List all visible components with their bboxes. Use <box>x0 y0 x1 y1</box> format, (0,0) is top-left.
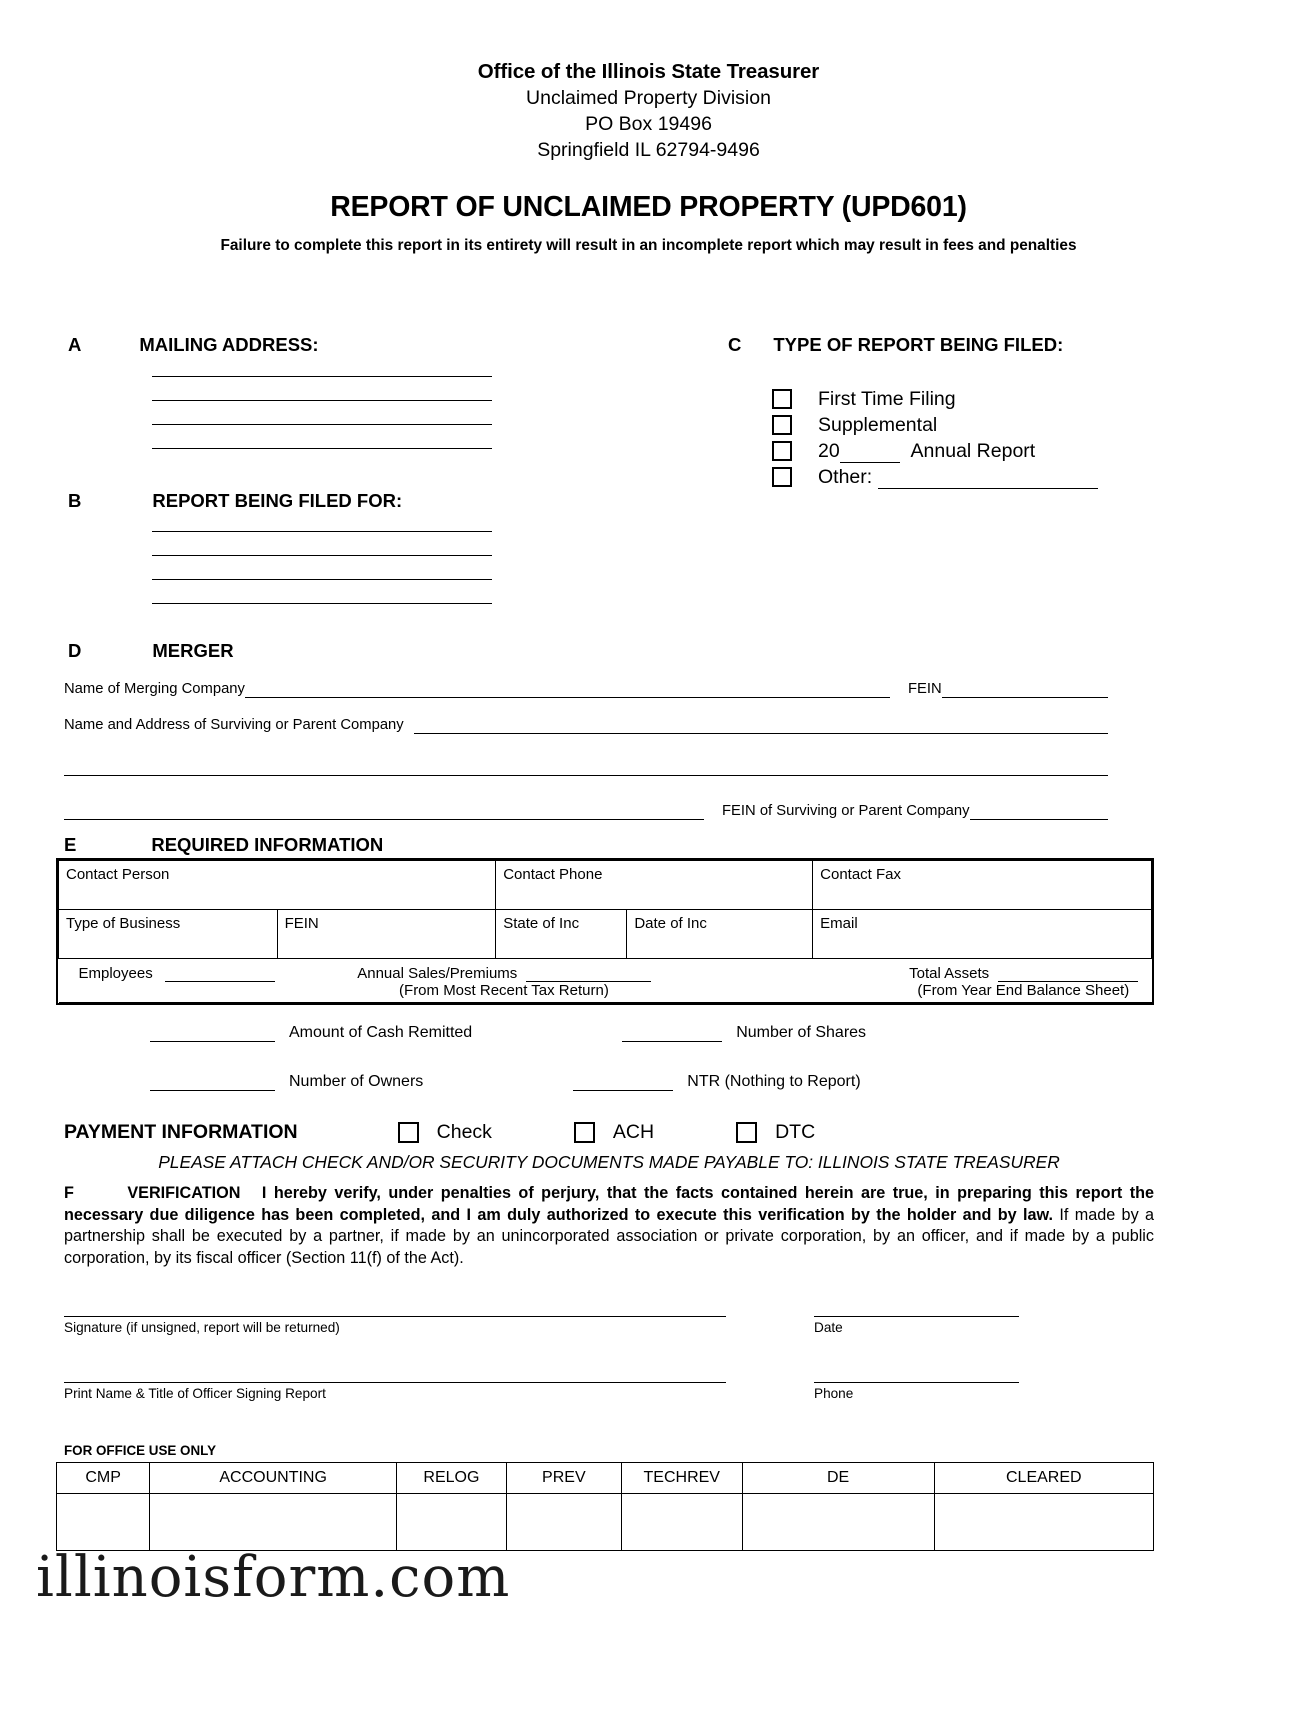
section-c-title: TYPE OF REPORT BEING FILED: <box>773 334 1064 355</box>
report-filed-for-line-1[interactable] <box>152 531 492 532</box>
label-other <box>818 466 1098 489</box>
required-information-table <box>56 858 1154 1005</box>
label-first-time-filing: First Time Filing <box>818 387 956 410</box>
payment-information-title: PAYMENT INFORMATION <box>64 1121 298 1143</box>
checkbox-other[interactable] <box>772 467 792 487</box>
merger-row-2 <box>64 716 1108 734</box>
label-email: Email <box>820 915 858 932</box>
checkbox-first-time-filing[interactable] <box>772 389 792 409</box>
ntr-input[interactable] <box>573 1073 673 1091</box>
report-filed-for-lines <box>152 531 492 627</box>
signature-row-2 <box>64 1382 1154 1401</box>
table-row <box>59 959 1152 1003</box>
print-name-field[interactable] <box>64 1382 726 1401</box>
checkbox-annual-report[interactable] <box>772 441 792 461</box>
annual-sales-field <box>357 965 650 999</box>
label-annual-sales: Annual Sales/Premiums <box>357 965 518 982</box>
label-employees: Employees <box>78 965 153 982</box>
annual-sales-input[interactable] <box>526 966 651 982</box>
cell-prev[interactable] <box>506 1494 621 1551</box>
document-header <box>0 58 1297 163</box>
table-row <box>57 1463 1154 1494</box>
payment-attach-notice: PLEASE ATTACH CHECK AND/OR SECURITY DOCUMENTS MADE PAYABLE TO: ILLINOIS STATE TREASURER <box>158 1152 1060 1172</box>
section-b-heading <box>68 490 402 512</box>
mailing-address-line-3[interactable] <box>152 424 492 425</box>
merging-company-input[interactable] <box>245 682 890 698</box>
merger-fein-input[interactable] <box>942 682 1108 698</box>
signature-block <box>64 1316 1154 1401</box>
label-fein: FEIN <box>284 915 319 932</box>
section-e-title: REQUIRED INFORMATION <box>151 834 384 855</box>
payment-option-dtc[interactable] <box>736 1121 815 1144</box>
label-total-assets: Total Assets <box>909 965 990 982</box>
cell-financials <box>59 959 1152 1003</box>
cell-fein[interactable] <box>277 910 496 959</box>
section-f-verification <box>64 1183 1154 1269</box>
other-input[interactable] <box>878 471 1098 489</box>
division-name: Unclaimed Property Division <box>526 87 771 109</box>
remit-row-1 <box>0 1024 1297 1042</box>
column-header-accounting: ACCOUNTING <box>150 1463 397 1494</box>
checkbox-ach[interactable] <box>574 1122 595 1143</box>
label-contact-phone: Contact Phone <box>503 866 603 883</box>
cell-relog[interactable] <box>397 1494 507 1551</box>
signature-caption: Signature (if unsigned, report will be returned) <box>64 1320 340 1335</box>
phone-line[interactable] <box>814 1382 1019 1383</box>
checkbox-dtc[interactable] <box>736 1122 757 1143</box>
phone-field[interactable] <box>814 1382 1019 1401</box>
city-state-zip: Springfield IL 62794-9496 <box>537 139 760 161</box>
mailing-address-line-1[interactable] <box>152 376 492 377</box>
report-filed-for-line-2[interactable] <box>152 555 492 556</box>
cash-remitted-input[interactable] <box>150 1024 275 1042</box>
section-c-letter: C <box>728 334 742 355</box>
signature-line[interactable] <box>64 1316 726 1317</box>
mailing-address-line-2[interactable] <box>152 400 492 401</box>
section-c-heading <box>728 334 1063 356</box>
print-name-line[interactable] <box>64 1382 726 1383</box>
surviving-company-input[interactable] <box>414 718 1108 734</box>
table-row <box>57 1494 1154 1551</box>
cell-contact-person[interactable] <box>59 861 496 910</box>
label-contact-fax: Contact Fax <box>820 866 902 883</box>
column-header-cleared: CLEARED <box>934 1463 1153 1494</box>
payment-information <box>64 1121 1154 1173</box>
label-number-of-owners: Number of Owners <box>289 1073 424 1090</box>
column-header-techrev: TECHREV <box>621 1463 742 1494</box>
mailing-address-lines <box>152 376 492 472</box>
cell-de[interactable] <box>742 1494 934 1551</box>
section-b-title: REPORT BEING FILED FOR: <box>152 490 403 511</box>
section-d-title: MERGER <box>152 640 234 661</box>
merger-fein-label: FEIN <box>907 681 942 697</box>
label-contact-person: Contact Person <box>66 866 170 883</box>
signature-row-1 <box>64 1316 1154 1335</box>
cell-type-of-business[interactable] <box>59 910 278 959</box>
annual-year-input[interactable] <box>840 445 900 463</box>
section-b-letter: B <box>68 490 82 511</box>
column-header-prev: PREV <box>506 1463 621 1494</box>
sub-total-assets: (From Year End Balance Sheet) <box>917 982 1130 999</box>
label-supplemental: Supplemental <box>818 413 938 436</box>
merger-row-1 <box>64 680 1108 698</box>
cell-email[interactable] <box>813 910 1152 959</box>
section-d-letter: D <box>68 640 82 661</box>
section-e-letter: E <box>64 834 77 855</box>
phone-caption: Phone <box>814 1386 854 1401</box>
date-line[interactable] <box>814 1316 1019 1317</box>
label-type-of-business: Type of Business <box>66 915 181 932</box>
payment-option-check[interactable] <box>398 1121 492 1144</box>
label-date-of-inc: Date of Inc <box>634 915 707 932</box>
cell-state-of-inc[interactable] <box>496 910 627 959</box>
number-of-owners-input[interactable] <box>150 1073 275 1091</box>
surviving-company-address-input-2[interactable] <box>64 804 704 820</box>
table-row <box>59 910 1152 959</box>
site-watermark: illinoisform.com <box>36 1545 511 1610</box>
label-check: Check <box>436 1121 492 1143</box>
section-e-heading <box>64 834 383 856</box>
section-a-letter: A <box>68 334 82 355</box>
label-annual-report <box>818 440 1035 463</box>
surviving-company-label: Name and Address of Surviving or Parent Company <box>64 717 404 733</box>
office-use-table <box>56 1462 1154 1551</box>
office-use-label: FOR OFFICE USE ONLY <box>64 1443 217 1458</box>
payment-methods-row <box>64 1121 1154 1144</box>
date-field[interactable] <box>814 1316 1019 1335</box>
report-filed-for-line-4[interactable] <box>152 603 492 604</box>
merger-fields <box>64 680 1108 830</box>
merger-row-4 <box>64 802 1108 820</box>
cell-cleared[interactable] <box>934 1494 1153 1551</box>
checkbox-supplemental[interactable] <box>772 415 792 435</box>
annual-year-prefix: 20 <box>818 439 840 462</box>
page-subtitle: Failure to complete this report in its entirety will result in an incomplete report which may result in fees and penalties <box>220 237 1077 254</box>
column-header-cmp: CMP <box>57 1463 150 1494</box>
form-page <box>0 58 1297 1736</box>
date-caption: Date <box>814 1320 843 1335</box>
option-annual-report[interactable] <box>772 438 1098 464</box>
cell-accounting[interactable] <box>150 1494 397 1551</box>
table-row <box>59 861 1152 910</box>
cell-contact-fax[interactable] <box>813 861 1152 910</box>
column-header-relog: RELOG <box>397 1463 507 1494</box>
cell-date-of-inc[interactable] <box>627 910 813 959</box>
section-f-letter: F <box>64 1184 74 1202</box>
label-state-of-inc: State of Inc <box>503 915 580 932</box>
merging-company-label: Name of Merging Company <box>64 681 245 697</box>
report-filed-for-line-3[interactable] <box>152 579 492 580</box>
option-supplemental[interactable] <box>772 412 1098 438</box>
remit-row-2 <box>0 1073 1297 1091</box>
surviving-fein-label: FEIN of Surviving or Parent Company <box>722 803 970 819</box>
surviving-fein-input[interactable] <box>970 804 1108 820</box>
number-of-shares-input[interactable] <box>622 1024 722 1042</box>
checkbox-check[interactable] <box>398 1122 419 1143</box>
merger-row-3 <box>64 760 1108 776</box>
report-type-options <box>772 386 1098 490</box>
label-dtc: DTC <box>775 1121 816 1143</box>
po-box: PO Box 19496 <box>585 113 712 135</box>
column-header-de: DE <box>742 1463 934 1494</box>
verification-normal-text: If made by a partnership shall be executed by a partner, if made by an unincorporated association or private corporation, by an officer, and if made by a public corporation, by its fiscal officer (Section 11(f) of the Act). <box>64 1205 1155 1267</box>
employees-input[interactable] <box>165 966 275 982</box>
surviving-company-address-input[interactable] <box>64 760 1108 776</box>
total-assets-field <box>909 965 1137 999</box>
label-ntr: NTR (Nothing to Report) <box>687 1073 861 1090</box>
page-title: REPORT OF UNCLAIMED PROPERTY (UPD601) <box>330 191 967 223</box>
cell-contact-phone[interactable] <box>496 861 813 910</box>
annual-report-suffix: Annual Report <box>910 439 1036 462</box>
payment-option-ach[interactable] <box>574 1121 654 1144</box>
label-ach: ACH <box>612 1121 655 1143</box>
section-d-heading <box>68 640 234 662</box>
cell-techrev[interactable] <box>621 1494 742 1551</box>
section-f-title: VERIFICATION <box>127 1184 241 1202</box>
label-cash-remitted: Amount of Cash Remitted <box>289 1024 473 1041</box>
remittance-fields <box>0 1024 1297 1122</box>
section-a-heading <box>68 334 319 356</box>
option-first-time-filing[interactable] <box>772 386 1098 412</box>
other-text: Other: <box>818 465 873 488</box>
signature-field[interactable] <box>64 1316 726 1335</box>
sub-annual-sales: (From Most Recent Tax Return) <box>399 982 609 999</box>
mailing-address-line-4[interactable] <box>152 448 492 449</box>
label-number-of-shares: Number of Shares <box>736 1024 867 1041</box>
cell-cmp[interactable] <box>57 1494 150 1551</box>
print-name-caption: Print Name & Title of Officer Signing Report <box>64 1386 326 1401</box>
employees-field <box>79 965 276 982</box>
section-a-title: MAILING ADDRESS: <box>139 334 319 355</box>
agency-name: Office of the Illinois State Treasurer <box>477 60 820 83</box>
total-assets-input[interactable] <box>998 966 1138 982</box>
option-other[interactable] <box>772 464 1098 490</box>
verification-bold-text: I hereby verify, under penalties of perjury, that the facts contained herein are true, in preparing this report the necessary due diligence has been completed, and I am duly authorized to execute this verification by the holder and by law. <box>64 1184 1155 1224</box>
